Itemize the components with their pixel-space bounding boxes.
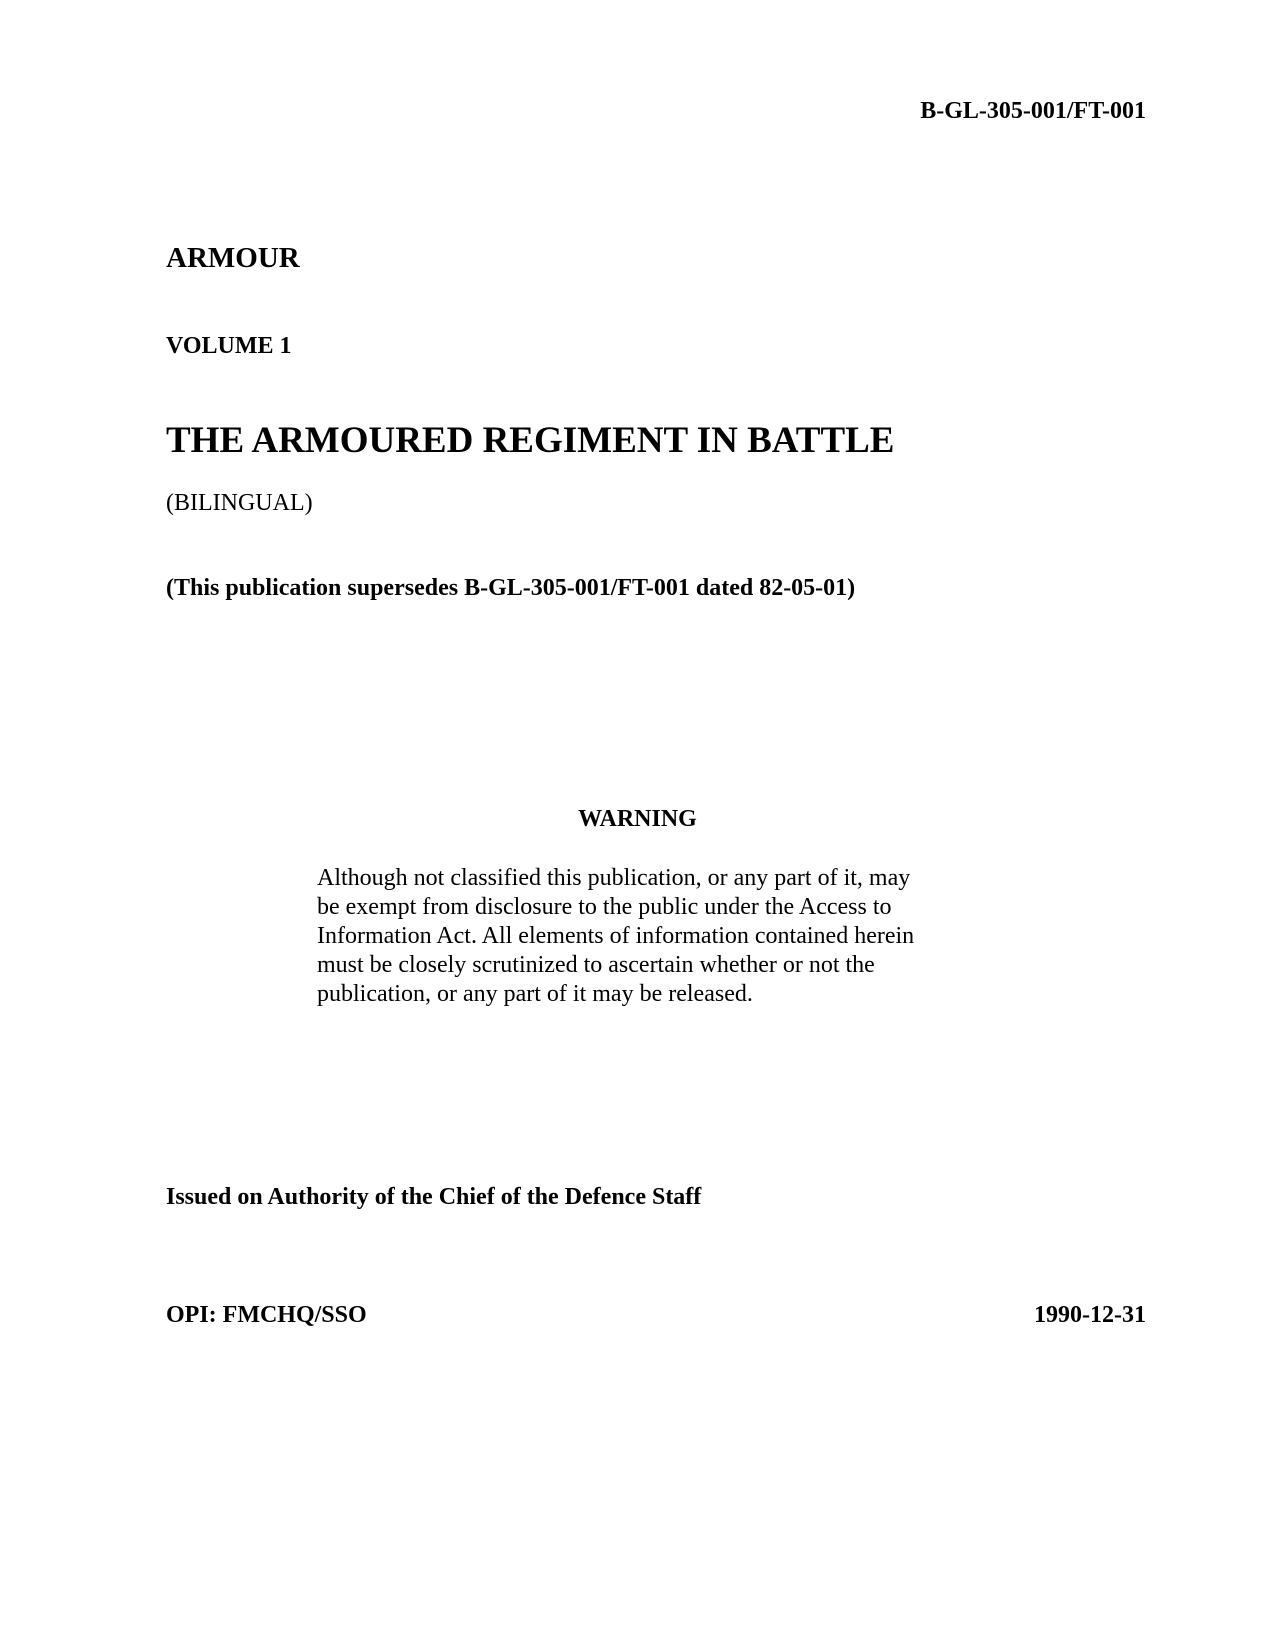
warning-heading: WARNING bbox=[578, 806, 697, 832]
document-number: B-GL-305-001/FT-001 bbox=[920, 98, 1146, 124]
page-title: THE ARMOURED REGIMENT IN BATTLE bbox=[166, 420, 895, 461]
volume-label: VOLUME 1 bbox=[166, 333, 292, 359]
warning-line: Information Act. All elements of information contained herein bbox=[317, 923, 915, 949]
warning-text bbox=[317, 864, 957, 1009]
opi-label: OPI: FMCHQ/SSO bbox=[166, 1302, 367, 1328]
authority-statement: Issued on Authority of the Chief of the Defence Staff bbox=[166, 1184, 702, 1210]
subject-heading: ARMOUR bbox=[166, 242, 300, 274]
supersedes-note: (This publication supersedes B-GL-305-001/FT-001 dated 82-05-01) bbox=[166, 575, 856, 601]
warning-line: Although not classified this publication, or any part of it, may bbox=[317, 865, 911, 891]
language-note: (BILINGUAL) bbox=[166, 490, 313, 516]
warning-line: be exempt from disclosure to the public under the Access to bbox=[317, 894, 892, 920]
warning-line: publication, or any part of it may be released. bbox=[317, 981, 753, 1007]
issue-date: 1990-12-31 bbox=[1034, 1302, 1146, 1328]
warning-line: must be closely scrutinized to ascertain whether or not the bbox=[317, 952, 875, 978]
